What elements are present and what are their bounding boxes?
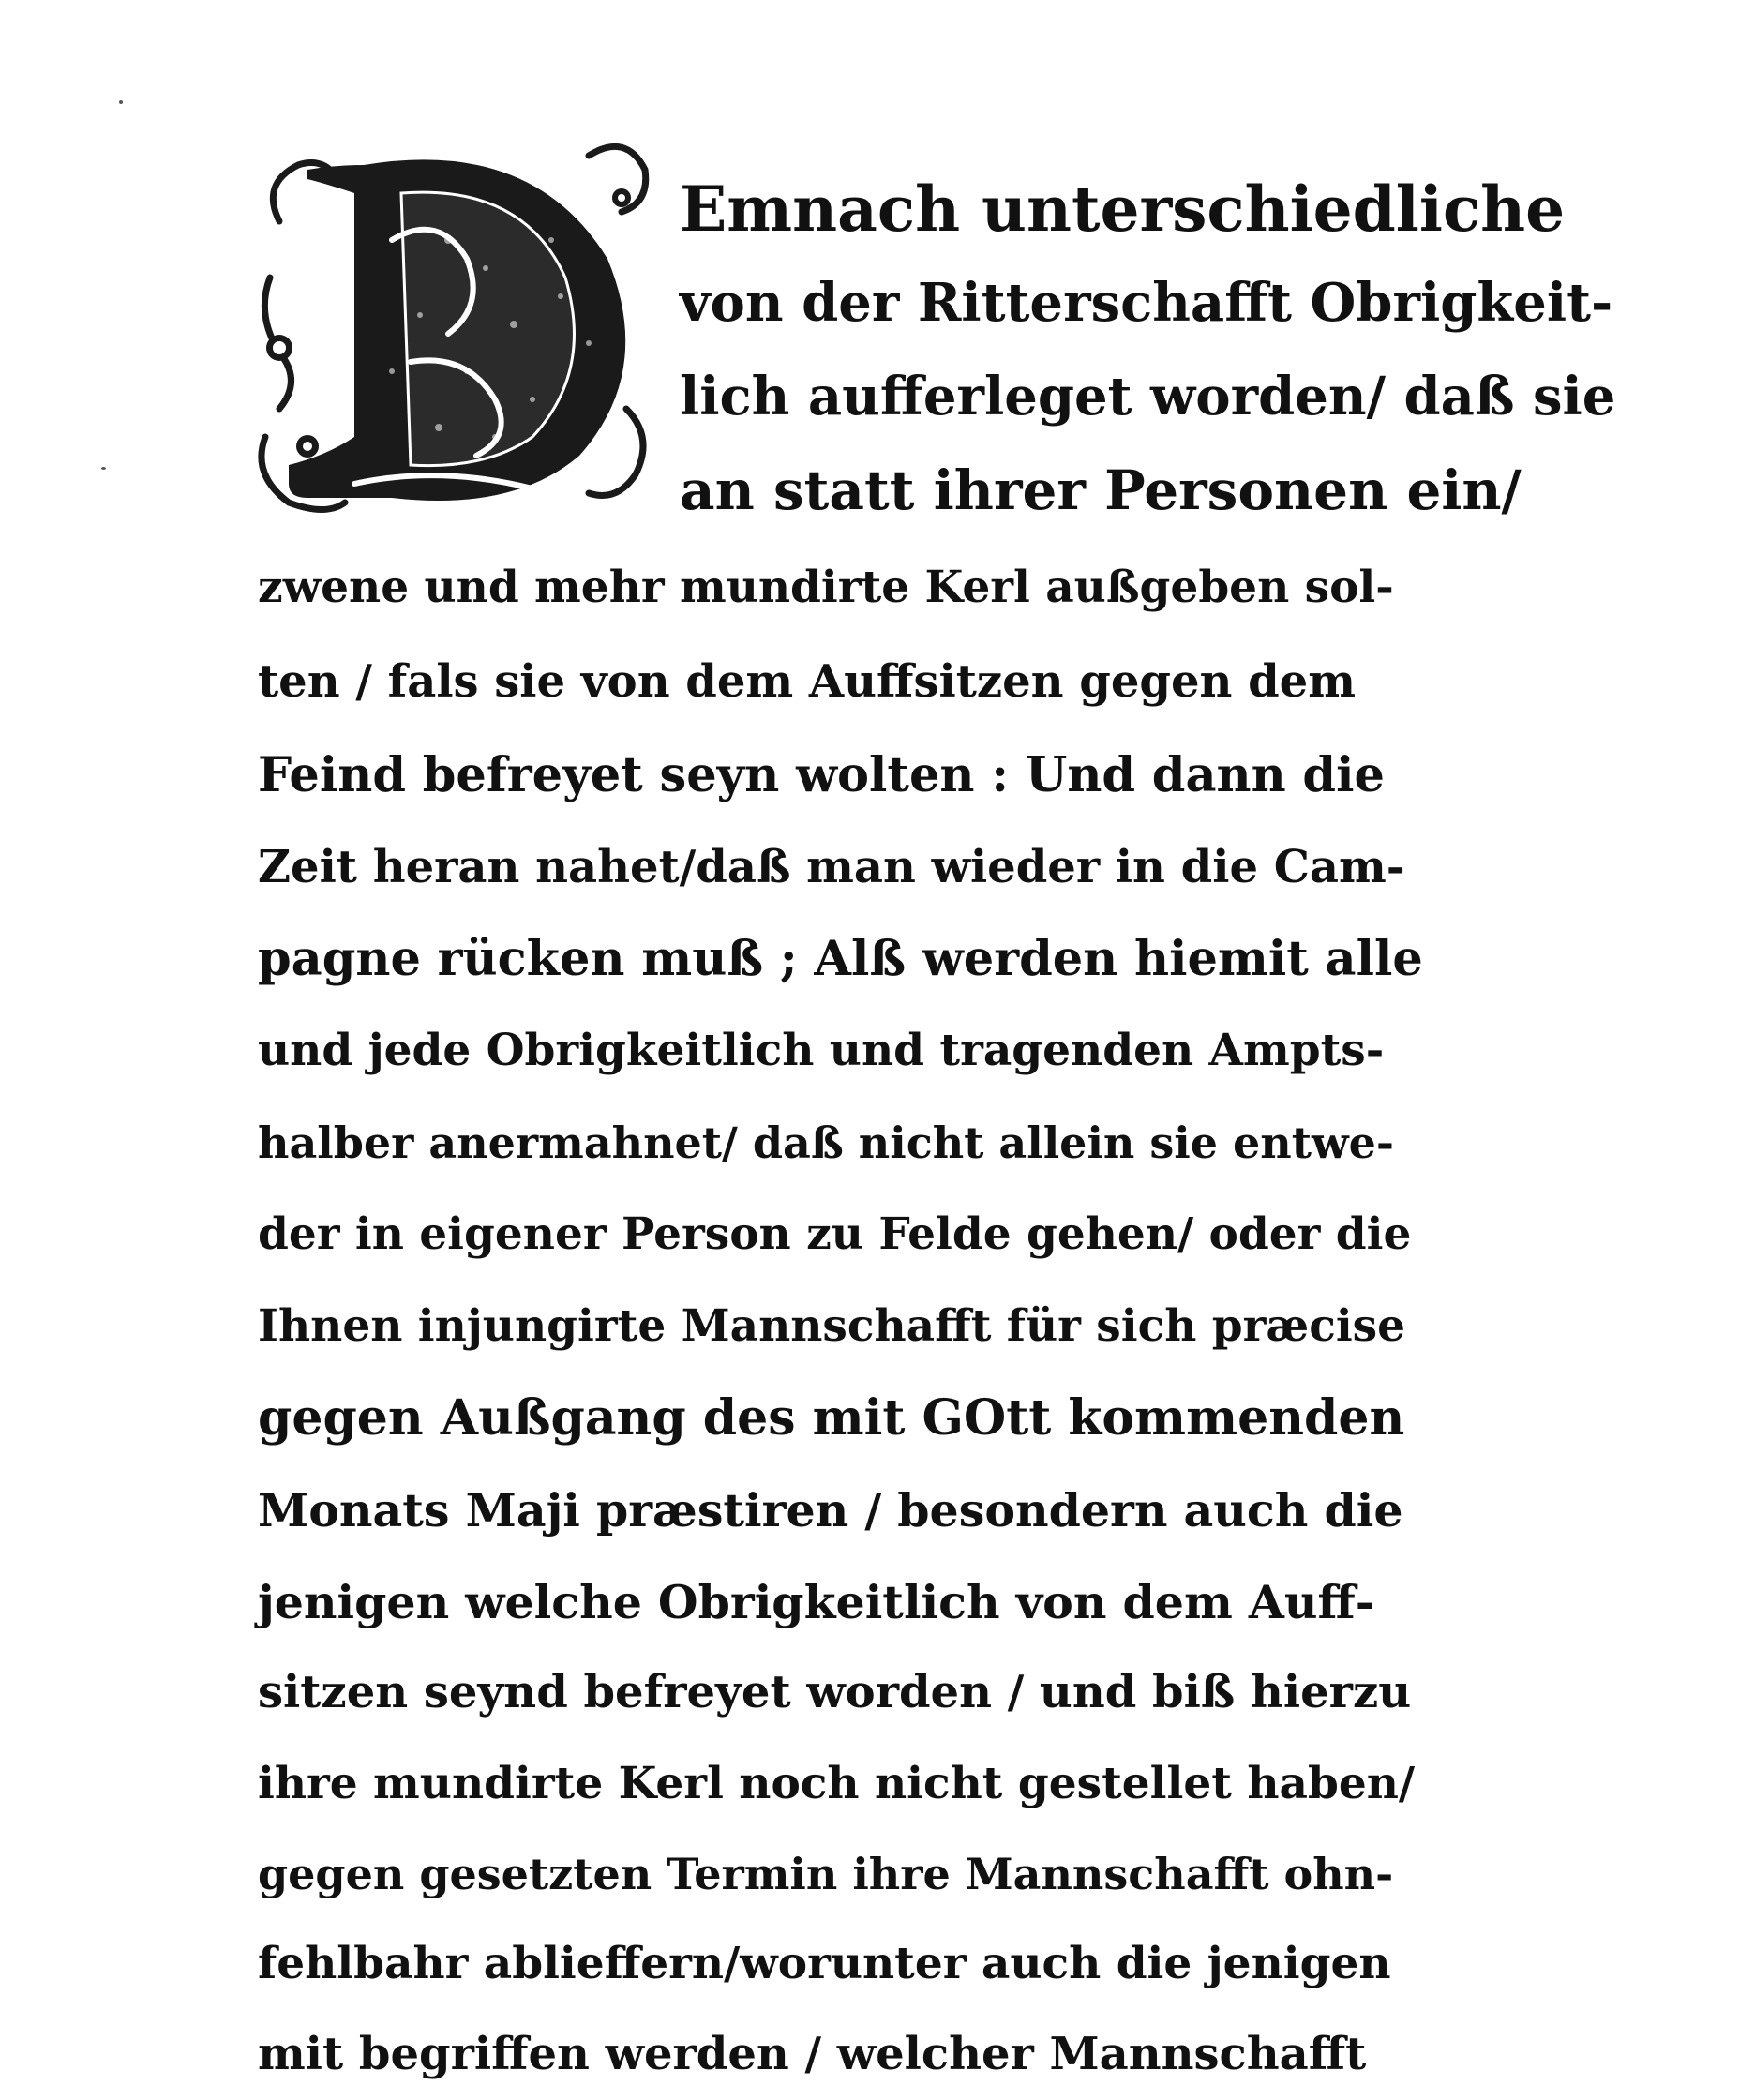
text-line-1: Emnach unterschiedliche <box>680 172 1566 246</box>
text-line-13: Ihnen injungirte Mannschafft für sich præcise <box>258 1300 1406 1352</box>
text-line-21: mit begriffen werden / welcher Mannschafft <box>258 2028 1367 2080</box>
text-line-15: Monats Maji præstiren / besondern auch die <box>258 1483 1403 1538</box>
text-line-12: der in eigener Person zu Felde gehen/ oder die <box>258 1208 1412 1260</box>
text-line-17: sitzen seynd befreyet worden / und biß hierzu <box>258 1666 1412 1718</box>
text-line-19: gegen gesetzten Termin ihre Mannschafft ohn- <box>258 1849 1394 1899</box>
text-line-10: und jede Obrigkeitlich und tragenden Ampts- <box>258 1025 1385 1076</box>
text-line-20: fehlbahr ablieffern/worunter auch die jenigen <box>258 1938 1391 1989</box>
text-line-8: Zeit heran nahet/daß man wieder in die Cam- <box>258 841 1405 893</box>
text-line-5: zwene und mehr mundirte Kerl außgeben sol- <box>258 562 1394 613</box>
text-line-7: Feind befreyet seyn wolten : Und dann die <box>258 747 1385 803</box>
text-line-6: ten / fals sie von dem Auffsitzen gegen dem <box>258 655 1356 708</box>
text-line-4: an statt ihrer Personen ein/ <box>680 458 1522 522</box>
text-line-2: von der Ritterschafft Obrigkeit- <box>680 272 1613 334</box>
text-line-9: pagne rücken muß ; Alß werden hiemit alle <box>258 931 1423 987</box>
paper-speck <box>119 100 123 104</box>
text-line-14: gegen Außgang des mit GOtt kommenden <box>258 1389 1405 1447</box>
paper-speck <box>101 467 106 470</box>
decorative-initial-d <box>251 128 664 521</box>
text-line-16: jenigen welche Obrigkeitlich von dem Auff- <box>258 1575 1375 1629</box>
text-line-18: ihre mundirte Kerl noch nicht gestellet haben/ <box>258 1758 1416 1809</box>
text-line-11: halber anermahnet/ daß nicht allein sie entwe- <box>258 1118 1394 1168</box>
text-line-3: lich aufferleget worden/ daß sie <box>680 366 1616 428</box>
